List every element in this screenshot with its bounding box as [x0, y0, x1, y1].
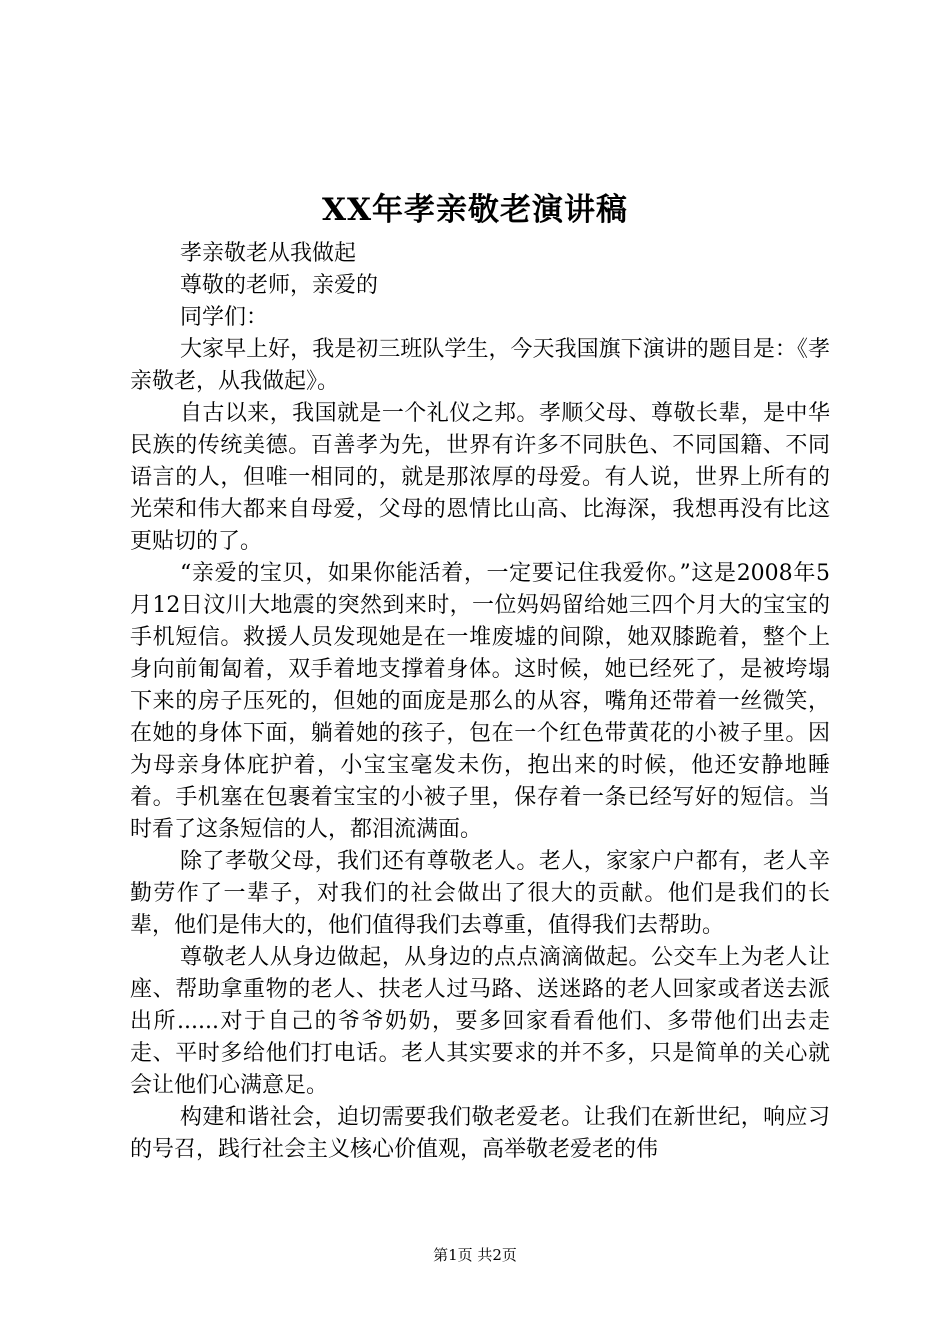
body-paragraph: 尊敬老人从身边做起，从身边的点点滴滴做起。公交车上为老人让座、帮助拿重物的老人、扶老人过马路、送迷路的老人回家或者送去派出所......对于自己的爷爷奶奶，要多回家看看他们、多带他们出去走走、平时多给他们打电话。老人其实要求的并不多，只是简单的关心就会让他们心满意足。 — [130, 945, 830, 1098]
body-paragraph: 自古以来，我国就是一个礼仪之邦。孝顺父母、尊敬长辈，是中华民族的传统美德。百善孝为先，世界有许多不同肤色、不同国籍、不同语言的人，但唯一相同的，就是那浓厚的母爱。有人说，世界上所有的光荣和伟大都来自母爱，父母的恩情比山高、比海深，我想再没有比这更贴切的了。 — [130, 401, 830, 554]
salutation-line: 同学们： — [180, 305, 269, 330]
document-body — [130, 238, 830, 1166]
subtitle-line: 孝亲敬老从我做起 — [180, 241, 357, 266]
body-paragraph: 大家早上好，我是初三班队学生，今天我国旗下演讲的题目是：《孝亲敬老，从我做起》。 — [130, 337, 830, 394]
salutation-line: 尊敬的老师，亲爱的 — [180, 273, 379, 298]
body-paragraph: 除了孝敬父母，我们还有尊敬老人。老人，家家户户都有，老人辛勤劳作了一辈子，对我们的社会做出了很大的贡献。他们是我们的长辈，他们是伟大的，他们值得我们去尊重，值得我们去帮助。 — [130, 849, 830, 938]
body-paragraph: 构建和谐社会，迫切需要我们敬老爱老。让我们在新世纪，响应习的号召，践行社会主义核心价值观，高举敬老爱老的伟 — [130, 1105, 830, 1162]
document-title: XX年孝亲敬老演讲稿 — [321, 192, 629, 228]
body-paragraph: “亲爱的宝贝，如果你能活着，一定要记住我爱你。”这是2008年5月12日汶川大地震的突然到来时，一位妈妈留给她三四个月大的宝宝的手机短信。救援人员发现她是在一堆废墟的间隙，她双膝跪着，整个上身向前匍匐着，双手着地支撑着身体。这时候，她已经死了，是被垮塌下来的房子压死的，但她的面庞是那么的从容，嘴角还带着一丝微笑，在她的身体下面，躺着她的孩子，包在一个红色带黄花的小被子里。因为母亲身体庇护着，小宝宝毫发未伤，抱出来的时候，他还安静地睡着。手机塞在包裹着宝宝的小被子里，保存着一条已经写好的短信。当时看了这条短信的人，都泪流满面。 — [130, 561, 830, 842]
page-footer: 第1页 共2页 — [433, 1246, 517, 1264]
